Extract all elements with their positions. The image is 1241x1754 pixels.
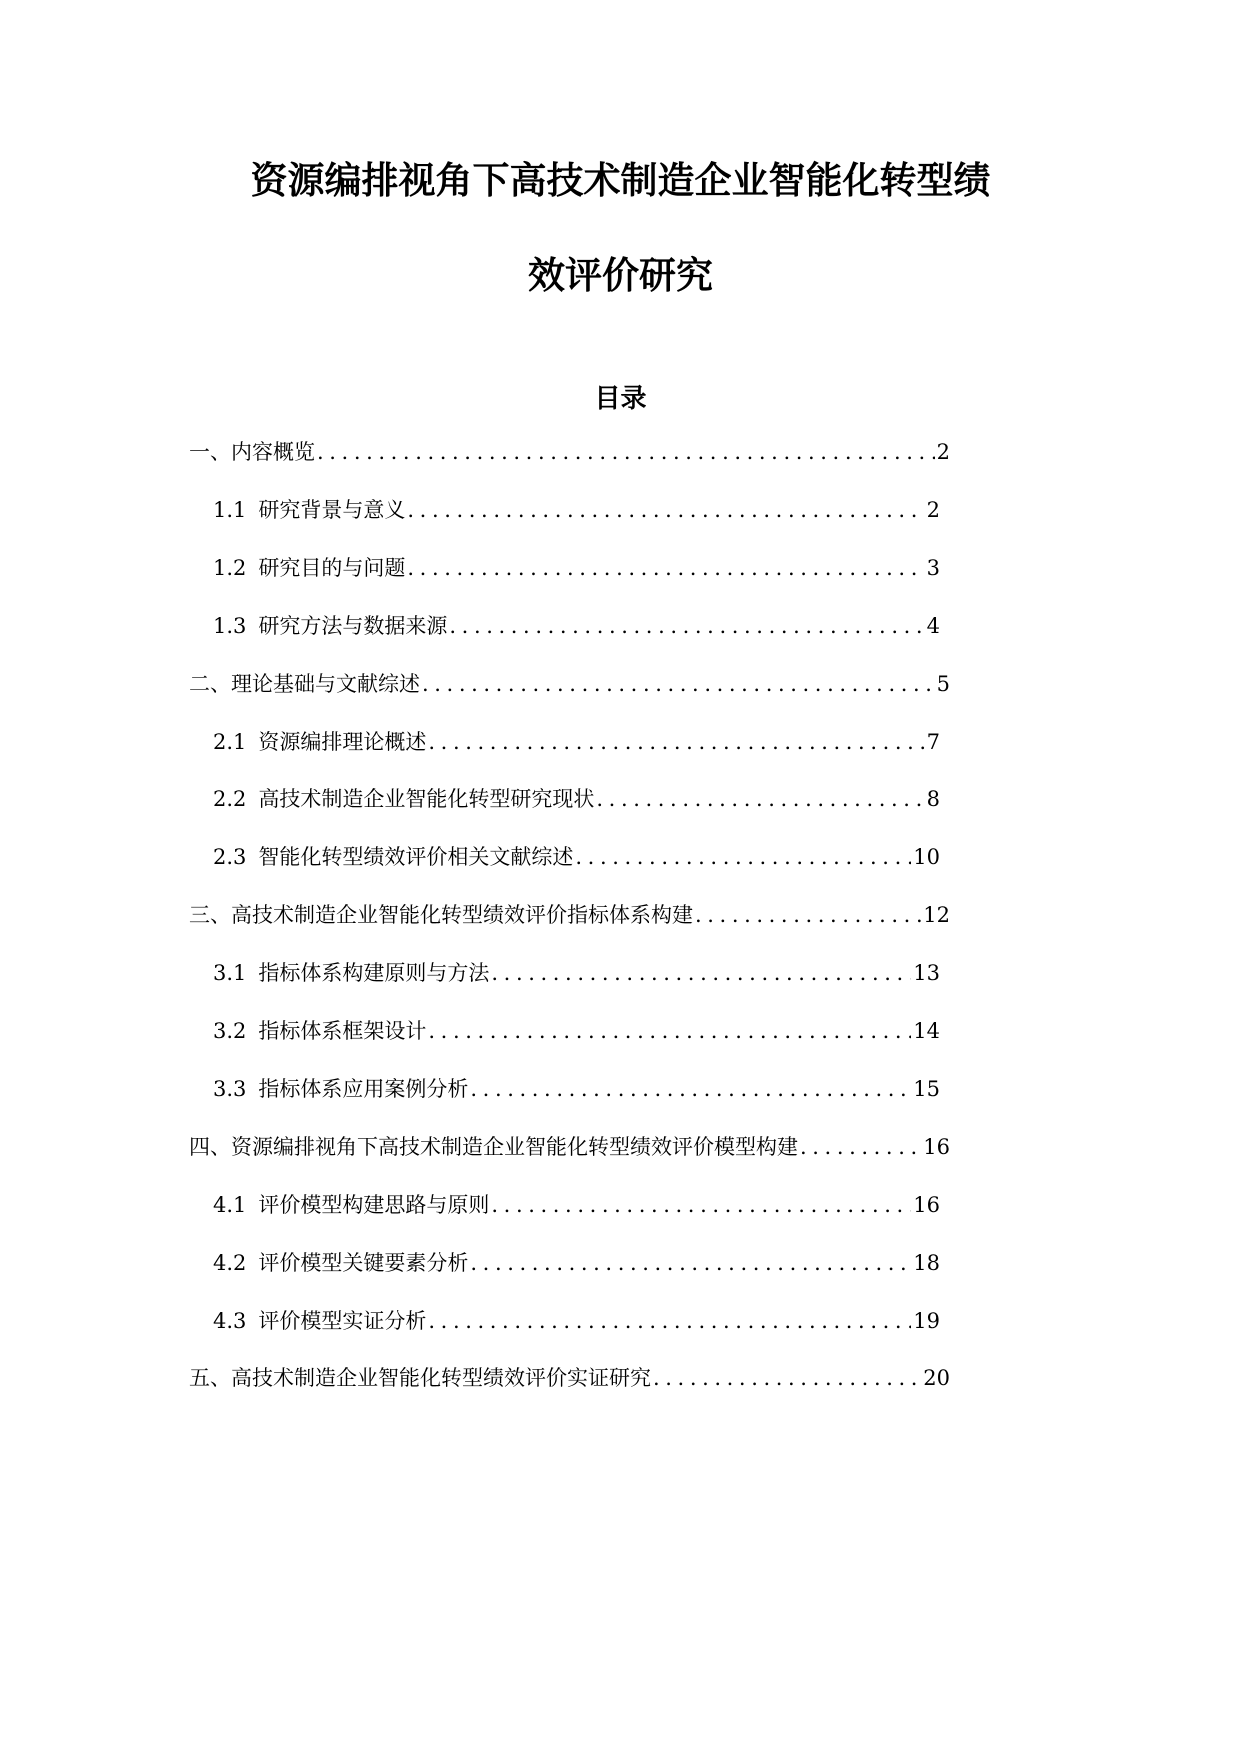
toc-dot-leader [695,903,921,927]
toc-dot-leader [491,961,911,985]
toc-dot-leader [428,730,924,754]
toc-dot-leader [470,1077,911,1101]
toc-entry-page-number: 3 [926,555,940,580]
document-title-line-2: 效评价研究 [528,254,713,297]
toc-entry-page-number: 5 [936,671,950,696]
toc-entry-page-number: 8 [926,787,940,812]
toc-dot-leader [653,1366,921,1390]
toc-entry-page-number: 15 [913,1076,940,1101]
toc-dot-leader [449,614,924,638]
toc-entry-title: 研究目的与问题 [258,555,406,580]
toc-entry-title: 智能化转型绩效评价相关文献综述 [258,845,574,870]
toc-entry[interactable] [213,1015,940,1045]
toc-entry-number: 2.1 [213,729,247,754]
toc-entry-number: 2.2 [213,787,247,812]
toc-entry-page-number: 16 [923,1134,950,1159]
toc-entry[interactable] [213,841,940,871]
toc-entry-number: 3.3 [213,1076,247,1101]
toc-entry-page-number: 16 [913,1192,940,1217]
toc-entry-page-number: 14 [913,1019,940,1043]
toc-entry-number: 4.3 [213,1308,247,1333]
toc-dot-leader [428,1309,911,1333]
toc-heading: 目录 [594,384,647,414]
toc-entry[interactable] [213,1247,940,1277]
toc-entry-page-number: 12 [923,903,950,928]
toc-dot-leader [800,1135,921,1159]
toc-entry-number: 2.3 [213,845,247,870]
toc-entry[interactable] [213,610,940,640]
toc-entry-page-number: 4 [926,613,940,638]
toc-entry-title: 高技术制造企业智能化转型研究现状 [258,787,595,812]
toc-entry-title: 资源编排理论概述 [258,729,427,754]
toc-entry-title: 五、高技术制造企业智能化转型绩效评价实证研究 [189,1366,651,1391]
toc-entry-page-number: 2 [926,497,940,522]
toc-dot-leader [407,556,924,580]
toc-entry-title: 指标体系框架设计 [258,1019,427,1043]
document-title-line-1: 资源编排视角下高技术制造企业智能化转型绩 [250,159,991,202]
toc-entry-page-number: 18 [913,1250,940,1275]
toc-entry-title: 评价模型关键要素分析 [258,1250,469,1275]
toc-entry-number: 1.3 [213,613,247,638]
toc-entry[interactable] [213,494,940,524]
toc-entry-page-number: 7 [926,729,940,754]
toc-entry-number: 3.2 [213,1019,247,1043]
toc-entry-number: 3.1 [213,961,247,986]
toc-entry-number: 4.2 [213,1250,247,1275]
toc-entry-title: 评价模型实证分析 [258,1308,427,1333]
toc-entry-title: 评价模型构建思路与原则 [258,1192,490,1217]
toc-entry[interactable] [189,436,950,466]
toc-entry-title: 研究方法与数据来源 [258,613,448,638]
toc-entry-number: 1.1 [213,497,247,522]
toc-entry-page-number: 19 [913,1308,940,1333]
toc-entry-number: 1.2 [213,555,247,580]
toc-entry-title: 三、高技术制造企业智能化转型绩效评价指标体系构建 [189,903,693,928]
toc-entry-title: 指标体系应用案例分析 [258,1076,469,1101]
toc-dot-leader [317,440,935,464]
toc-entry[interactable] [213,1305,940,1335]
toc-dot-leader [407,498,924,522]
toc-dot-leader [575,845,911,869]
toc-dot-leader [422,672,935,696]
toc-entry[interactable] [189,668,950,698]
toc-dot-leader [428,1019,911,1043]
toc-entry[interactable] [213,957,940,987]
toc-entry[interactable] [189,1131,950,1161]
toc-entry-page-number: 20 [923,1366,950,1391]
toc-entry-title: 研究背景与意义 [258,497,406,522]
toc-entry[interactable] [213,726,940,756]
toc-entry-page-number: 2 [936,440,950,464]
toc-entry-title: 指标体系构建原则与方法 [258,961,490,986]
toc-entry-page-number: 13 [913,961,940,986]
toc-entry-number: 4.1 [213,1192,247,1217]
toc-entry[interactable] [213,1073,940,1103]
toc-entry[interactable] [213,552,940,582]
toc-entry[interactable] [213,1189,940,1219]
toc-entry-title: 二、理论基础与文献综述 [189,671,420,696]
toc-entry[interactable] [189,899,950,929]
toc-entry-page-number: 10 [913,845,940,870]
toc-dot-leader [470,1251,911,1275]
toc-entry[interactable] [189,1362,950,1392]
toc-entry[interactable] [213,783,940,813]
toc-entry-title: 四、资源编排视角下高技术制造企业智能化转型绩效评价模型构建 [189,1134,798,1159]
toc-dot-leader [596,787,924,811]
toc-dot-leader [491,1193,911,1217]
toc-entry-title: 一、内容概览 [189,440,315,464]
